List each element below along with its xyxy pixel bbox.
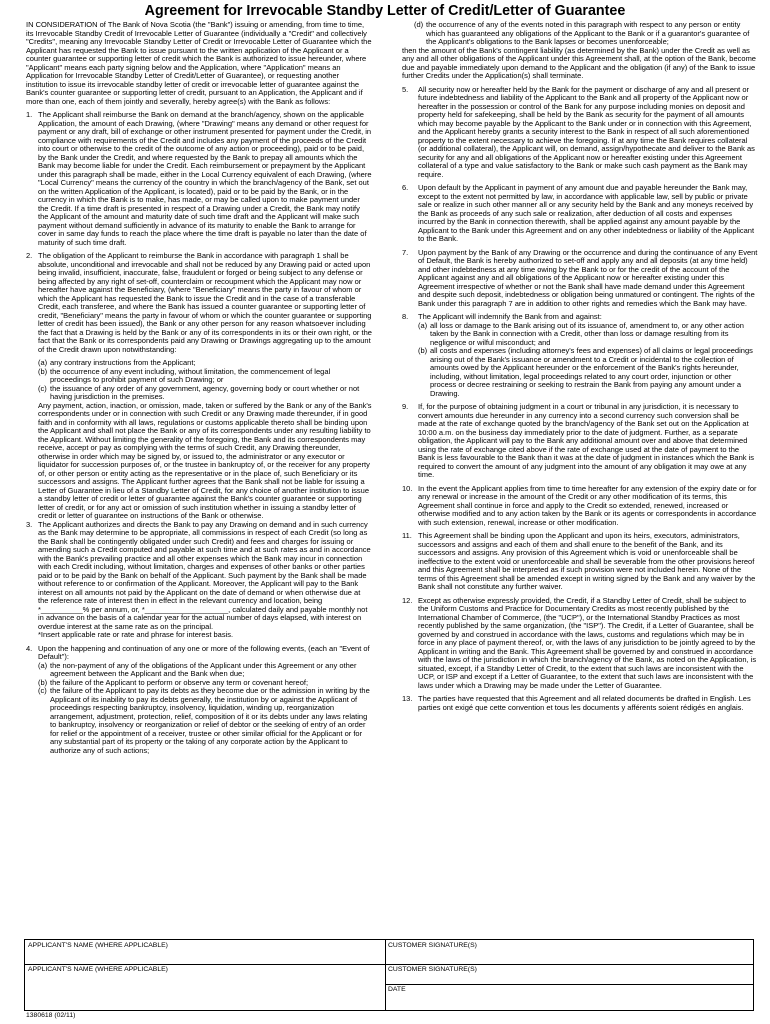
- clause-5: 5. All security now or hereafter held by the Bank for the payment or discharge of any and all present or future indebtedness and liability of the Applicant to the Bank and all property of the Applicant now or hereafter in the possession or control of the Bank for any purpose including monies on deposit and property held for safekeeping, shall be held by the Bank as security for the payment of all amounts which may become payable by the Applicant to the Bank under or in connection with this Agreement, and the Applicant hereby grants a security interest to the Bank in respect of all such aforementioned property to the extent necessary to achieve the foregoing. If at any time the Bank requires collateral (or additional collateral), the Applicant will, on demand, assign/hypothecate and deliver to the Bank as security for any and all obligations of the Applicant now or hereafter existing under this Agreement collateral of a type and value satisfactory to the Bank or make such cash payment as the Bank may require.: [402, 84, 755, 179]
- customer-signature-field-2[interactable]: [385, 964, 753, 984]
- clause-8: 8. The Applicant will indemnify the Bank from and against: (a) all loss or damage to the Bank arising out of its issuance of, amendment to, or any other action taken by the Bank in connection with a Credit, other than loss or damage resulting from its negligence or wilful misconduct; and (b) all costs and expenses (including attorney's fees and expenses) of all claims or legal proceedings arising out of the Bank's issuance or amendment to a Credit or incidental to the collection of amounts owed by the Applicant hereunder or the enforcement of the Bank's rights hereunder, including, without limitation, legal proceedings related to any court order, injunction or other process or decree restraining or seeking to restrain the Bank from paying any amount under a Drawing.: [402, 313, 758, 398]
- applicant-name-field-2[interactable]: [25, 964, 385, 1010]
- clause-2-sub-b: (b) the occurrence of any event including, without limitation, the commencement of legal proceedings to prohibit payment of such Drawing; or: [38, 366, 331, 384]
- clause-4-tail: then the amount of the Bank's contingent liability (as determined by the Bank) under the Credit as well as any and all other obligations of the Applicant under this Agreement shall, at the option of the Bank, become due and payable immediately upon demand to the Applicant and the obligation (if any) of the Bank to issue further Credits under the Application(s) shall terminate.: [402, 45, 756, 80]
- clause-7: 7. Upon payment by the Bank of any Drawing or the occurrence and during the continuance of any Event of Default, the Bank is hereby authorized to set-off and apply any and all deposits (at any time held) and other indebtedness at any time owing by the Bank to or for the credit of the account of the Applicant against any and all obligations of the Applicant now or hereafter existing under this Agreement irrespective of whether or not the Bank shall have made demand under this Agreement and despite such deposit, indebtedness or obligation being unmatured or contingent. The rights of the Bank under this paragraph 7 are in addition to other rights and remedies which the Bank may have.: [402, 247, 758, 308]
- clause-3: [26, 521, 372, 640]
- clause-number: 1.: [26, 110, 33, 119]
- document-title: Agreement for Irrevocable Standby Letter of Credit/Letter of Guarantee: [144, 3, 626, 19]
- date-field[interactable]: [385, 984, 753, 1010]
- clause-1: [26, 111, 372, 247]
- field-label: APPLICANT'S NAME (WHERE APPLICABLE): [28, 966, 168, 973]
- interest-note: *Insert applicable rate or rate and phrase for interest basis.: [38, 630, 234, 639]
- clause-number: 2.: [26, 251, 33, 260]
- clause-4-sub-b: (b) the failure of the Applicant to perform or observe any term or covenant hereof;: [38, 677, 309, 687]
- clause-9: 9. If, for the purpose of obtaining judgment in a court or tribunal in any jurisdiction, it is necessary to convert amounts due hereunder in any currency into a second currency such conversion shall be made at the rate of exchange quoted by the branch/agency of the Bank set out on the Application at 10:00 a.m. on the business day immediately prior to the date of judgment. Further, as a separate obligation, the Applicant will pay to the Bank any additional amount over and above that determined using the rate of exchange cited above if the rate of exchange used at the date of payment to the Bank is less favourable to the Bank than it was at the date of judgment in instances which the Bank is required to convert the amount of any judgment into the amount of any obligation it may owe at any time.: [402, 402, 755, 479]
- customer-signature-field-1[interactable]: [385, 940, 753, 964]
- clause-8-sub-a: (a) all loss or damage to the Bank arising out of its issuance of, amendment to, or any other action taken by the Bank in connection with a Credit, other than loss or damage resulting from its negligence or wilful misconduct; and: [418, 320, 744, 347]
- clause-2-tail: Any payment, action, inaction, or omission, made, taken or suffered by the Bank or any of the Bank's correspondents under or in connection with such Credit or any Drawing made thereunder, if in good faith and in conformity with all laws, regulations or customs applicable thereto shall be binding upon the Applicant and shall not place the Bank or any of its correspondents under any resulting liability to the Applicant. Without limiting the generality of the foregoing, the Bank and its correspondents may receive, accept or pay as complying with the terms of such Credit, any Drawing thereunder, otherwise in order which may be signed by, or issued to, the administrator or any executor or liquidator for succession purposes of, or the trustee in bankruptcy of, or the receiver for any property of, or other person or entity acting as the representative or in the place of, such Beneficiary or its successors and assigns. The Applicant further agrees that the Bank shall not be liable for issuing a Letter of Guarantee in lieu of a Standby Letter of Credit, for any choice of another institution to issue a standby letter of credit or letter of guarantee against the Bank's counter guarantee or supporting letter of credit, or for any act or omission of such institution whether in issuing a standby letter of credit or letter of guarantee on instructions of the Bank or otherwise.: [38, 400, 372, 520]
- right-column: [402, 21, 758, 712]
- applicant-name-field-1[interactable]: [25, 940, 385, 964]
- clause-text: The obligation of the Applicant to reimburse the Bank in accordance with paragraph 1 shall be absolute, unconditional and irrevocable and shall not be reduced by any Drawing paid or acted upon being invalid, insufficient, inaccurate, false, fraudulent or forged or being subject to any defense or being affected by any right of set-off, counterclaim or recoupment which the Applicant may now or hereafter have against the Beneficiary, (where "Beneficiary" means the party in favour of whom or which the Applicant has requested the Bank to issue the Credit and in the case of a transferable Credit, each transferee, and where the Bank has issued a counter guarantee or supporting letter of credit, "Beneficiary" means the party in favour of whom or which the counter guarantee or supporting letter of credit has been issued), the Bank or any other person for any reason whatsoever including the fact that a Drawing is held by the Bank or any of its correspondents in its or their own right, or the fact that the Bank or its correspondents paid any Drawing or Drawings aggregating up to the amount of the Credit drawn upon notwithstanding:: [38, 251, 372, 354]
- clause-4-sub-a: (a) the non-payment of any of the obligations of the Applicant under this Agreement or any other agreement between the Applicant and the Bank when due;: [38, 660, 357, 678]
- signature-form: [24, 939, 754, 1011]
- intro-paragraph: IN CONSIDERATION of The Bank of Nova Scotia (the "Bank") issuing or amending, from time to time, its Irrevocable Standby Credit of Irrevocable Letter of Guarantee (individually a "Credit" and collectively "Credits", meaning any Irrevocable Standby Letter of Credit or Irrevocable Letter of Guarantee which the Applicant has requested the Bank to issue pursuant to the written application of the Applicant or a counter guarantee or supporting letter of credit which the Bank is authorized to issue hereunder, where "Applicant" means each party signing below and the Application, where "Application" means an Application for Irrevocable Standby Letter of Credit/Letter of Guarantee), or requesting another institution to issue its irrevocable standby letter of credit or irrevocable letter of guarantee against the Bank's counter guarantee or supporting letter of credit, pursuant to an Application, the Applicant and if more than one, each of them jointly and severally, hereby agree(s) with the Bank as follows:: [26, 20, 372, 106]
- clause-8-sub-b: (b) all costs and expenses (including attorney's fees and expenses) of all claims or legal proceedings arising out of the Bank's issuance or amendment to a Credit or incidental to the collection of amounts owed by the Applicant hereunder or the enforcement of the Bank's rights hereunder, including, without limitation, legal proceedings related to any court order, injunction or other process or decree restraining or seeking to restrain the Bank from paying any amount under a Drawing.: [418, 346, 753, 398]
- field-label: CUSTOMER SIGNATURE(S): [388, 942, 477, 949]
- clause-12: 12. Except as otherwise expressly provided, the Credit, if a Standby Letter of Credit, shall be subject to the Uniform Customs and Practice for Documentary Credits as most recently published by the International Chamber of Commerce, (the "UCP"), or the International Standby Practices as most recently published by the same organization, (the "ISP"). The Credit, if a Letter of Guarantee, shall be governed by and construed in accordance with the laws, customs and regulations which may be in force in any place of payment thereof, or, with the laws of any jurisdiction to be jointly agreed to by the Applicant in writing and the Bank. This Agreement shall be governed by and construed in accordance with the laws of the jurisdiction in which the branch/agency of the Bank, as noted on the Application, is situated, except, if a Standby Letter of Credit, to the extent that such laws are inconsistent with the UCP, or ISP and except if a Letter of Guarantee, to the extent that such laws are inconsistent with the laws under which a Drawing may be made under the Letter of Guarantee.: [402, 595, 757, 690]
- clause-number: 4.: [26, 643, 33, 653]
- field-label: DATE: [388, 986, 406, 993]
- clause-4-sub-c: (c) the failure of the Applicant to pay its debts as they become due or the admission in writing by the Applicant of its inability to pay its debts generally, the institution by or against the Applicant of proceedings respecting bankruptcy, insolvency, liquidation, winding up, reorganization arrangement, adjustment, protection, relief, composition of it or its debts under any laws relating to bankruptcy, insolvency or reorganization or relief of debtor or the seeking of entry of an order for relief or the appointment of a receiver, trustee or other similar official for the Applicant or for any substantial part of its property or the taking of any corporate action by the Applicant to authorize any of such actions;: [38, 686, 370, 755]
- left-column: [26, 21, 372, 755]
- field-label: CUSTOMER SIGNATURE(S): [388, 966, 477, 973]
- clause-13: 13. The parties have requested that this Agreement and all related documents be drafted in English. Les parties ont exigé que cette convention et tous les documents y afférents soient rédigés en anglais.: [402, 694, 751, 712]
- clause-10: 10. In the event the Applicant applies from time to time hereafter for any extension of the expiry date or for any renewal or increase in the amount of the Credit or any other modification of its terms, this Agreement shall continue in force and apply to the Credit so extended, renewed, increased or otherwise modified and to any action taken by the Bank or its agents or correspondents in accordance with such extension, renewal, increase or other modification.: [402, 483, 757, 527]
- clause-text: Upon the happening and continuation of any one or more of the following events, (each an "Event of Default"):: [38, 643, 370, 661]
- clause-2-sub-c: (c) the issuance of any order of any government, agency, governing body or court whether or not having jurisdiction in the premises.: [38, 383, 360, 401]
- clause-4: [26, 645, 372, 756]
- clause-2: [26, 252, 372, 521]
- field-label: APPLICANT'S NAME (WHERE APPLICABLE): [28, 942, 168, 949]
- clause-text: The Applicant authorizes and directs the Bank to pay any Drawing on demand and in such currency as the Bank may determine to be appropriate, all commissions in respect of each Credit (so long as the Bank shall be contingently obligated under such Credit) and fees and charges for issuing or amending such a Credit computed and payable at such time and at such rates as and in accordance with the Bank's prevailing practice and all other expenses which the Bank may incur in connection with each Credit including, without limitation, charges and expenses of other banks or other parties paid or to be paid by the Bank on behalf of the Applicant. Such payment by the Bank shall be made without reference to or confirmation of the Applicant. Moreover, the Applicant will pay to the Bank interest on all amounts not paid by the Applicant on the date of demand or when otherwise due at the reference rate of interest then in effect in the relevant currency and location, being *__________% per annum, or, *____________________, calculated daily and payable monthly not in advance on the basis of a calendar year for the actual number of days elapsed, with interest on overdue interest at the same rate as on the principal.: [38, 519, 371, 631]
- clause-11: 11. This Agreement shall be binding upon the Applicant and upon its heirs, executors, administrators, successors and assigns and each of them and shall enure to the benefit of the Bank, and its successors and assigns. Any provision of this Agreement which is void or unenforceable shall be ineffective to the extent void or unenforceable and shall be severable from the other provisions hereof and this Agreement shall be interpreted as if such provision were not included herein. None of the terms of this Agreement shall be amended except in writing signed by the Bank and any waiver by the Bank shall not constitute any further waiver.: [402, 531, 756, 591]
- clause-text: The Applicant shall reimburse the Bank on demand at the branch/agency, shown on the applicable Application, the amount of each Drawing, (where "Drawing" means any demand or other request for payment or any draft, bill of exchange or other instrument presented for payment under the Credit, in compliance with requirements of the Credit and includes any payment of the proceeds of the Credit into court or otherwise to the credit of the outcome of any action or proceeding), paid or to be paid, by the Bank under the Credit, and where requested by the Bank to prepay all amounts which the Bank may become liable for under the Credit. Each reimbursement or prepayment by the Applicant under this paragraph shall be made, either in the Local Currency equivalent of each Drawing, (where "Local Currency" means the currency of the country in which the branch/agency of the Bank, set out on the written Application of the Applicant, is located), paid or to be paid by the Bank, or in the currency in which the Bank is to make, has made, or may be called upon to make payment under the Credit. If a time draft is presented in respect of a Drawing under a Credit, the Bank may notify the Applicant of the amount and maturity date of such time draft and the Applicant will make such payment without demand sufficiently in advance of its maturity to enable the Bank to arrange for cover in same day funds to reach the place where the time draft is payable no later than the date of maturity of such time draft.: [38, 110, 372, 247]
- clause-2-sub-a: (a) any contrary instructions from the Applicant;: [38, 358, 196, 367]
- clause-number: 3.: [26, 519, 33, 529]
- form-number: 1380618 (02/11): [26, 1012, 76, 1019]
- clause-4-sub-d: (d) the occurrence of any of the events noted in this paragraph with respect to any person or entity which has guaranteed any obligations of the Applicant to the Bank or if a guarantor's guarantee of the Applicant's obligations to the Bank lapses or becomes unenforceable;: [414, 20, 750, 46]
- clause-6: 6. Upon default by the Applicant in payment of any amount due and payable hereunder the Bank may, except to the extent not permitted by law, in accordance with applicable law, sell by public or private sale or realize in such other manner all or any security held by the Bank and any moneys received by the Bank as proceeds of any such sale or realization, after deduction of all costs and expenses incurred by the Bank in connection therewith, shall be applied against any amount payable by the Applicant to the Bank under this Agreement and on any other indebtedness or liability of the Applicant to the Bank.: [402, 183, 755, 243]
